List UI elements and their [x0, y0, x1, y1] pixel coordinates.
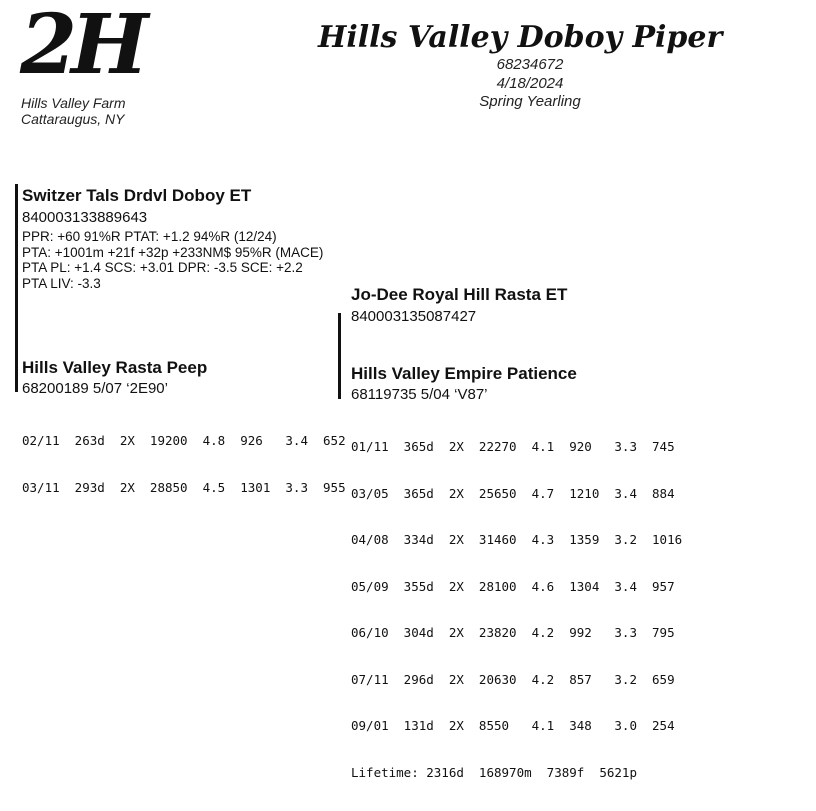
- maternal-grandsire-name: Jo-Dee Royal Hill Rasta ET: [351, 285, 568, 304]
- sire-block: [22, 186, 323, 291]
- maternal-granddam-id-line: 68119735 5/04 ‘V87’: [351, 386, 488, 403]
- granddam-record-row: 03/05 365d 2X 25650 4.7 1210 3.4 884: [351, 485, 675, 501]
- granddam-lifetime: Lifetime: 2316d 168970m 7389f 5621p: [351, 764, 637, 780]
- dam-id-line: 68200189 5/07 ‘2E90’: [22, 380, 168, 397]
- dam-block: [22, 358, 346, 526]
- farm-info: [21, 95, 126, 127]
- farm-location: Cattaraugus, NY: [21, 111, 125, 127]
- granddam-record-row: 04/08 334d 2X 31460 4.3 1359 3.2 1016: [351, 532, 683, 547]
- animal-name: Hills Valley Doboy Piper: [318, 20, 723, 55]
- maternal-granddam-records: [351, 408, 682, 811]
- sire-stat-line: PTA LIV: -3.3: [22, 275, 101, 291]
- sire-stats: [22, 229, 323, 291]
- farm-name: Hills Valley Farm: [21, 95, 126, 111]
- maternal-granddam-name: Hills Valley Empire Patience: [351, 364, 577, 383]
- sire-stat-line: PPR: +60 91%R PTAT: +1.2 94%R (12/24): [22, 229, 277, 244]
- dam-name: Hills Valley Rasta Peep: [22, 358, 208, 377]
- dam-record-row: 03/11 293d 2X 28850 4.5 1301 3.3 955: [22, 479, 346, 495]
- birth-date: 4/18/2024: [496, 75, 564, 92]
- farm-logo: 2H: [20, 0, 143, 93]
- sire-dam-bracket: [15, 184, 18, 392]
- sire-stat-line: PTA PL: +1.4 SCS: +3.01 DPR: -3.5 SCE: +2.2: [22, 260, 303, 275]
- dam-record-row: 02/11 263d 2X 19200 4.8 926 3.4 652: [22, 433, 346, 448]
- granddam-bracket: [338, 313, 341, 399]
- animal-id: 68234672: [496, 56, 564, 73]
- granddam-record-row: 01/11 365d 2X 22270 4.1 920 3.3 745: [351, 439, 675, 454]
- granddam-record-row: 05/09 355d 2X 28100 4.6 1304 3.4 957: [351, 578, 675, 594]
- dam-records: [22, 402, 346, 526]
- maternal-grandsire-id: 840003135087427: [351, 308, 477, 325]
- animal-class: Spring Yearling: [479, 93, 581, 110]
- granddam-record-row: 07/11 296d 2X 20630 4.2 857 3.2 659: [351, 671, 675, 687]
- sire-id: 840003133889643: [22, 209, 148, 226]
- granddam-record-row: 06/10 304d 2X 23820 4.2 992 3.3 795: [351, 625, 675, 640]
- granddam-record-row: 09/01 131d 2X 8550 4.1 348 3.0 254: [351, 718, 675, 733]
- sire-name: Switzer Tals Drdvl Doboy ET: [22, 186, 252, 205]
- maternal-granddam-block: [351, 364, 682, 811]
- maternal-grandsire-block: [351, 285, 567, 326]
- sire-stat-line: PTA: +1001m +21f +32p +233NM$ 95%R (MACE): [22, 244, 324, 260]
